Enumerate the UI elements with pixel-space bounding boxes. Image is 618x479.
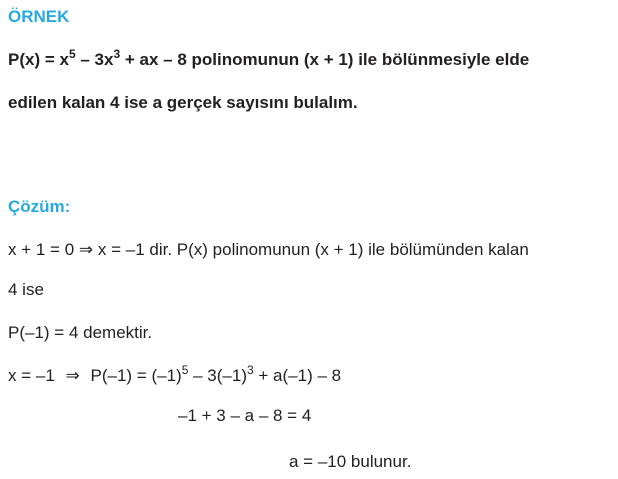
solution-line-3: P(–1) = 4 demektir. — [8, 323, 153, 342]
substitution-a: P(–1) = (–1) — [90, 366, 182, 385]
solution-equation-a: x + 1 = 0 — [8, 240, 75, 259]
solution-x-value: x = –1 — [8, 366, 55, 385]
substitution-b: – 3(–1) — [188, 366, 247, 385]
exponent-5-b: 5 — [181, 363, 189, 377]
question-line-2: edilen kalan 4 ise a gerçek sayısını bulalım. — [8, 93, 358, 112]
implies-arrow-icon: ⇒ — [78, 240, 94, 259]
implies-arrow-icon-2: ⇒ — [65, 366, 80, 385]
question-text-c: + ax – 8 polinomunun (x + 1) ile bölünmesiyle elde — [120, 50, 530, 69]
question-text-a: P(x) = x — [8, 50, 69, 69]
solution-heading: Çözüm: — [8, 197, 71, 216]
solution-text-b: x = –1 dir. P(x) polinomunun (x + 1) ile bölümünden kalan — [97, 240, 529, 259]
solution-line-2: 4 ise — [8, 280, 44, 299]
example-heading: ÖRNEK — [8, 7, 70, 26]
exponent-3-b: 3 — [246, 363, 254, 377]
exponent-3: 3 — [113, 47, 121, 61]
solution-line-1 — [8, 240, 529, 260]
exponent-5: 5 — [68, 47, 76, 61]
question-line-1 — [8, 47, 530, 71]
substitution-c: + a(–1) – 8 — [253, 366, 342, 385]
question-text-b: – 3x — [75, 50, 114, 69]
solution-line-4 — [8, 363, 342, 387]
simplified-equation: –1 + 3 – a – 8 = 4 — [178, 406, 312, 425]
final-answer: a = –10 bulunur. — [289, 452, 412, 471]
